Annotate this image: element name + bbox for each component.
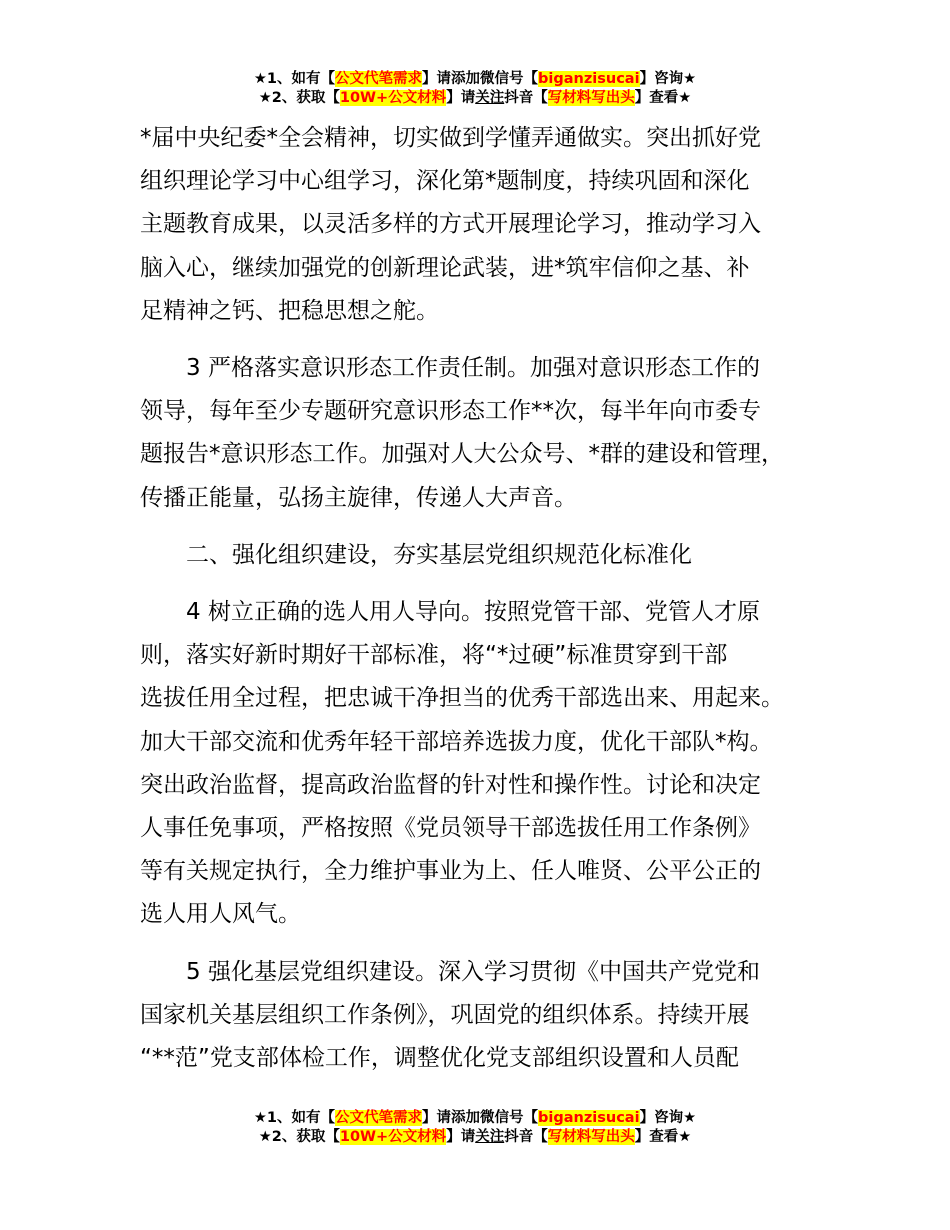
text-line: 组织理论学习中心组学习，深化第*题制度，持续巩固和深化 <box>140 168 750 195</box>
text-line: 则，落实好新时期好干部标准，将“*过硬”标准贯穿到干部 <box>140 642 728 669</box>
promo-text: ★2、获取【 <box>258 1129 340 1145</box>
text-line: 国家机关基层组织工作条例》，巩固党的组织体系。持续开展 <box>140 1001 750 1028</box>
paragraph-4 <box>140 951 840 1081</box>
promo-text: ★2、获取【 <box>258 90 340 106</box>
text-line: 突出政治监督，提高政治监督的针对性和操作性。讨论和决定 <box>140 771 761 798</box>
text-line: 4 树立正确的选人用人导向。按照党管干部、党管人才原 <box>186 599 760 626</box>
promo-line-2 <box>0 89 950 108</box>
text-line: *届中央纪委*全会精神，切实做到学懂弄通做实。突出抓好党 <box>140 125 761 151</box>
promo-highlight: 10W+公文材料 <box>339 1129 447 1145</box>
text-line: 选人用人风气。 <box>140 901 301 928</box>
promo-text: 】请添加微信号【 <box>422 1110 539 1126</box>
top-promo-banner <box>0 70 950 108</box>
promo-text: 】咨询★ <box>639 1110 697 1126</box>
promo-text: 】请 <box>446 1129 476 1145</box>
promo-text: ★1、如有【 <box>253 71 336 87</box>
text-line: “**范”党支部体检工作，调整优化党支部组织设置和人员配 <box>140 1045 739 1072</box>
paragraph-2 <box>140 347 840 520</box>
douyin-account-highlight: 写材料写出头 <box>547 1129 635 1145</box>
promo-highlight: 公文代笔需求 <box>335 1110 423 1126</box>
text-line: 主题教育成果，以灵活多样的方式开展理论学习，推动学习入 <box>140 211 761 238</box>
text-line: 人事任免事项，严格按照《党员领导干部选拔任用工作条例》 <box>140 815 761 842</box>
wechat-id-highlight: biganzisucai <box>538 1110 640 1126</box>
text-line: 领导，每年至少专题研究意识形态工作**次，每半年向市委专 <box>140 398 761 425</box>
promo-underlined-text: 关注 <box>475 90 505 106</box>
heading-text: 二、强化组织建设，夯实基层党组织规范化标准化 <box>186 541 692 568</box>
bottom-promo-banner <box>0 1109 950 1147</box>
document-body <box>140 117 840 1080</box>
promo-line-2 <box>0 1128 950 1147</box>
promo-line-1 <box>0 70 950 89</box>
promo-text: 】查看★ <box>634 90 692 106</box>
promo-text: 】请添加微信号【 <box>422 71 539 87</box>
promo-text: 抖音【 <box>504 1129 548 1145</box>
promo-text: 】请 <box>446 90 476 106</box>
promo-text: ★1、如有【 <box>253 1110 336 1126</box>
text-line: 等有关规定执行，全力维护事业为上、任人唯贤、公平公正的 <box>140 858 761 885</box>
promo-highlight: 10W+公文材料 <box>339 90 447 106</box>
text-line: 脑入心，继续加强党的创新理论武装，进*筑牢信仰之基、补 <box>140 254 750 281</box>
text-line: 题报告*意识形态工作。加强对人大公众号、*群的建设和管理， <box>140 441 784 468</box>
paragraph-1 <box>140 117 840 333</box>
text-line: 选拔任用全过程，把忠诚干净担当的优秀干部选出来、用起来。 <box>140 685 784 712</box>
promo-underlined-text: 关注 <box>475 1129 505 1145</box>
text-line: 5 强化基层党组织建设。深入学习贯彻《中国共产党党和 <box>186 958 760 985</box>
text-line: 足精神之钙、把稳思想之舵。 <box>140 297 439 324</box>
text-line: 传播正能量，弘扬主旋律，传递人大声音。 <box>140 484 577 511</box>
text-line: 3 严格落实意识形态工作责任制。加强对意识形态工作的 <box>186 355 760 382</box>
section-heading <box>140 534 840 577</box>
wechat-id-highlight: biganzisucai <box>538 71 640 87</box>
paragraph-3 <box>140 591 840 937</box>
text-line: 加大干部交流和优秀年轻干部培养选拔力度，优化干部队*构。 <box>140 728 773 755</box>
promo-text: 】咨询★ <box>639 71 697 87</box>
promo-text: 】查看★ <box>634 1129 692 1145</box>
promo-highlight: 公文代笔需求 <box>335 71 423 87</box>
promo-line-1 <box>0 1109 950 1128</box>
douyin-account-highlight: 写材料写出头 <box>547 90 635 106</box>
promo-text: 抖音【 <box>504 90 548 106</box>
